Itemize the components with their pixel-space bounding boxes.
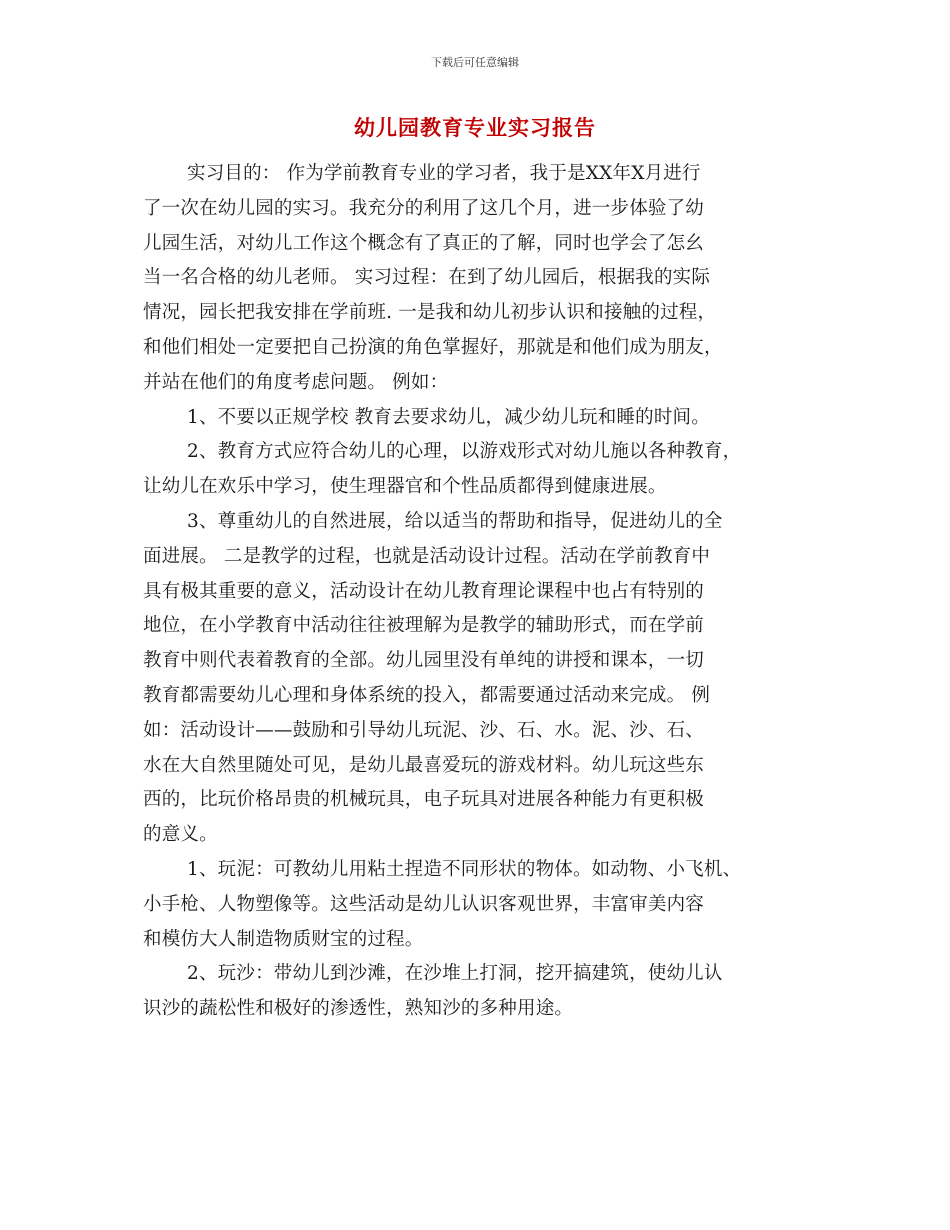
text-line: 的意义。 <box>143 824 218 846</box>
text-line: 1、不要以正规学校 教育去要求幼儿，减少幼儿玩和睡的时间。 <box>187 406 710 428</box>
text-line: 水在大自然里随处可见，是幼儿最喜爱玩的游戏材料。幼儿玩这些东 <box>143 754 705 776</box>
document-body <box>143 157 808 1027</box>
text-line: 1、玩泥：可教幼儿用粘土捏造不同形状的物体。如动物、小飞机、 <box>187 858 742 880</box>
text-line: 具有极其重要的意义，活动设计在幼儿教育理论课程中也占有特别的 <box>143 580 705 602</box>
text-line: 儿园生活，对幼儿工作这个概念有了真正的了解，同时也学会了怎幺 <box>143 232 705 254</box>
text-line: 并站在他们的角度考虑问题。 例如： <box>143 371 449 393</box>
text-line: 教育都需要幼儿心理和身体系统的投入，都需要通过活动来完成。 例 <box>143 684 711 706</box>
text-line: 小手枪、人物塑像等。这些活动是幼儿认识客观世界，丰富审美内容 <box>143 893 705 915</box>
header-note: 下载后可任意编辑 <box>431 56 519 69</box>
text-line: 识沙的蔬松性和极好的渗透性，熟知沙的多种用途。 <box>143 998 574 1020</box>
text-line: 实习目的： 作为学前教育专业的学习者，我于是XX年X月进行 <box>187 163 701 184</box>
text-line: 2、玩沙：带幼儿到沙滩，在沙堆上打洞，挖开搞建筑，使幼儿认 <box>187 963 723 985</box>
text-line: 和模仿大人制造物质财宝的过程。 <box>143 928 424 950</box>
text-line: 让幼儿在欢乐中学习，使生理器官和个性品质都得到健康进展。 <box>143 476 667 498</box>
text-line: 面进展。 二是教学的过程，也就是活动设计过程。活动在学前教育中 <box>143 545 711 567</box>
text-line: 情况，园长把我安排在学前班. 一是我和幼儿初步认识和接触的过程， <box>143 302 717 324</box>
text-line: 地位，在小学教育中活动往往被理解为是教学的辅助形式，而在学前 <box>143 615 705 637</box>
text-line: 3、尊重幼儿的自然进展，给以适当的帮助和指导，促进幼儿的全 <box>187 510 723 532</box>
page-title: 幼儿园教育专业实习报告 <box>354 115 596 140</box>
text-line: 西的，比玩价格昂贵的机械玩具，电子玩具对进展各种能力有更积极 <box>143 789 705 811</box>
text-line: 和他们相处一定要把自己扮演的角色掌握好，那就是和他们成为朋友， <box>143 336 723 358</box>
text-line: 教育中则代表着教育的全部。幼儿园里没有单纯的讲授和课本，一切 <box>143 650 705 672</box>
text-line: 了一次在幼儿园的实习。我充分的利用了这几个月，进一步体验了幼 <box>143 197 705 219</box>
text-line: 如：活动设计——鼓励和引导幼儿玩泥、沙、石、水。泥、沙、石、 <box>143 719 705 741</box>
text-line: 当一名合格的幼儿老师。 实习过程：在到了幼儿园后，根据我的实际 <box>143 267 711 289</box>
text-line: 2、教育方式应符合幼儿的心理，以游戏形式对幼儿施以各种教育， <box>187 441 742 463</box>
